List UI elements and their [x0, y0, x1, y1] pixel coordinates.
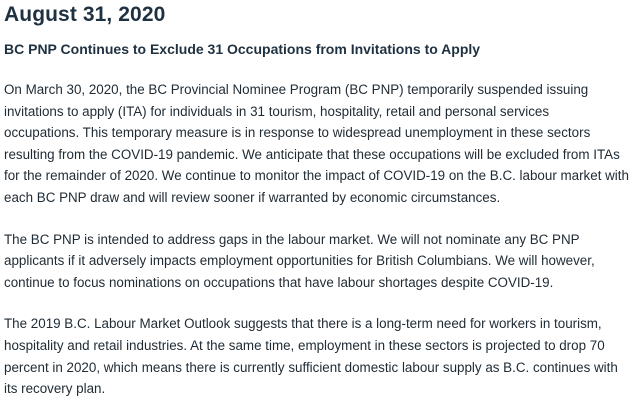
- paragraph-line: hospitality and retail industries. At the same time, employment in these sectors is projected to drop 70: [4, 337, 605, 353]
- paragraph-line: each BC PNP draw and will review sooner if warranted by economic circumstances.: [4, 189, 501, 205]
- paragraph-line: for the remainder of 2020. We continue to monitor the impact of COVID-19 on the B.C. labour market with: [4, 168, 629, 184]
- article-paragraph-1: [4, 79, 636, 209]
- paragraph-line: applicants if it adversely impacts employment opportunities for British Columbians. We will however,: [4, 253, 595, 269]
- paragraph-line: continue to focus nominations on occupations that have labour shortages despite COVID-19.: [4, 274, 554, 290]
- article-paragraph-2: [4, 229, 636, 294]
- paragraph-line: its recovery plan.: [4, 381, 106, 397]
- article-date: August 31, 2020: [4, 3, 166, 26]
- paragraph-line: The 2019 B.C. Labour Market Outlook suggests that there is a long-term need for workers in tourism,: [4, 316, 602, 332]
- article-paragraph-3: [4, 313, 636, 399]
- news-article: [4, 0, 636, 400]
- paragraph-line: resulting from the COVID-19 pandemic. We anticipate that these occupations will be excluded from ITAs: [4, 146, 620, 162]
- paragraph-line: occupations. This temporary measure is in response to widespread unemployment in these sectors: [4, 125, 591, 141]
- article-headline: BC PNP Continues to Exclude 31 Occupations from Invitations to Apply: [4, 41, 481, 57]
- paragraph-line: On March 30, 2020, the BC Provincial Nominee Program (BC PNP) temporarily suspended issuing: [4, 82, 589, 97]
- paragraph-line: The BC PNP is intended to address gaps in the labour market. We will not nominate any BC PNP: [4, 231, 580, 247]
- paragraph-line: percent in 2020, which means there is currently sufficient domestic labour supply as B.C. continues with: [4, 359, 618, 375]
- paragraph-line: invitations to apply (ITA) for individuals in 31 tourism, hospitality, retail and personal services: [4, 103, 550, 119]
